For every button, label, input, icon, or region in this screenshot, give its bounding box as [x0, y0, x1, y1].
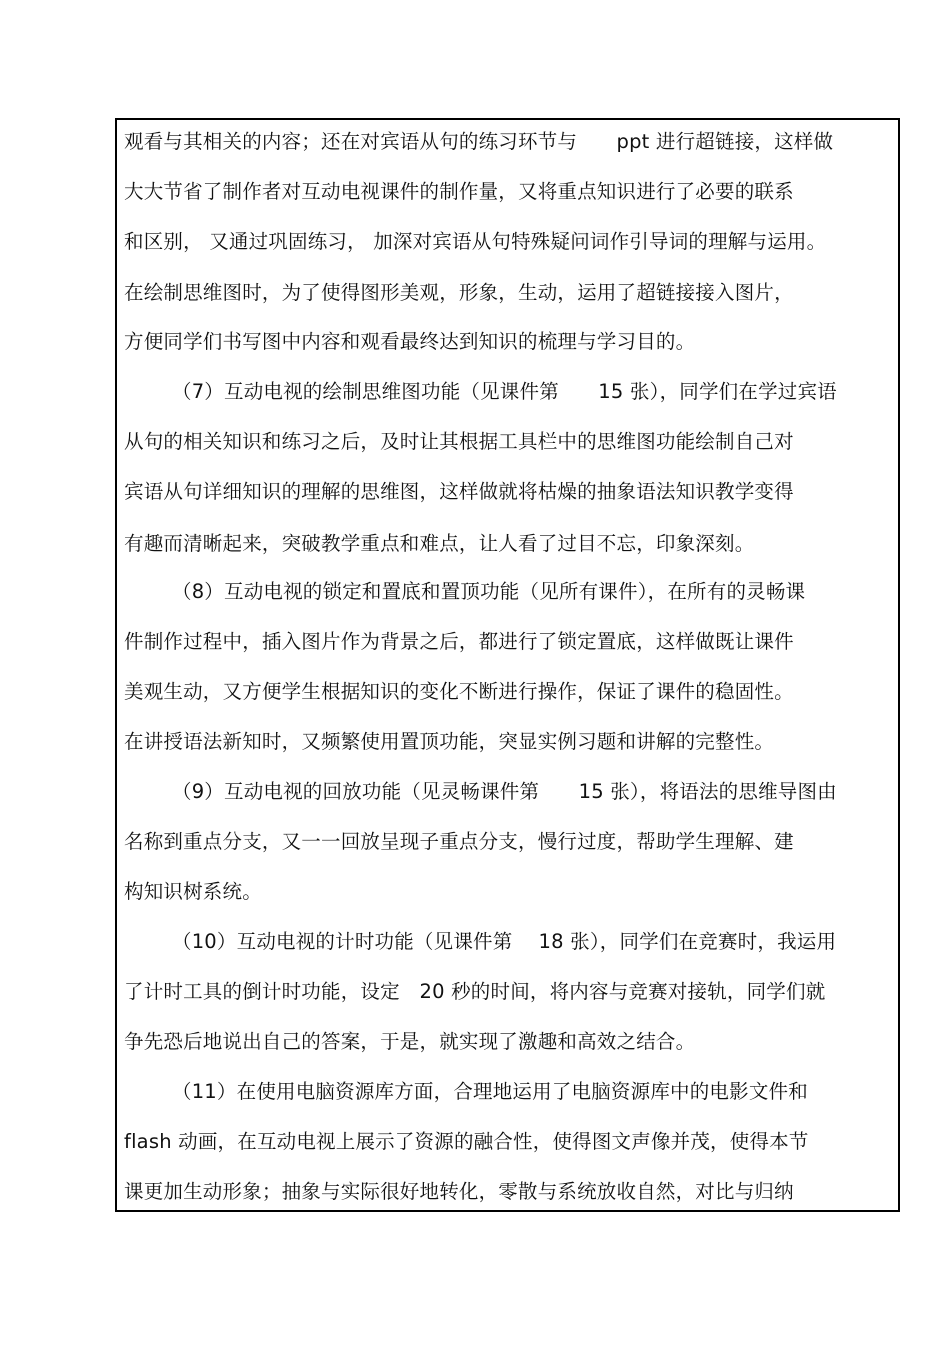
text-line: 争先恐后地说出自己的答案，于是，就实现了激趣和高效之结合。: [124, 1030, 696, 1053]
text-line: flash 动画，在互动电视上展示了资源的融合性，使得图文声像并茂，使得本节: [124, 1130, 809, 1153]
text-line: 在绘制思维图时，为了使得图形美观，形象，生动，运用了超链接接入图片，: [124, 281, 794, 304]
text-line: 件制作过程中，插入图片作为背景之后，都进行了锁定置底，这样做既让课件: [124, 630, 794, 653]
text-line: 有趣而清晰起来，突破教学重点和难点，让人看了过目不忘，印象深刻。: [124, 532, 755, 555]
text-line: 课更加生动形象；抽象与实际很好地转化，零散与系统放收自然，对比与归纳: [124, 1180, 794, 1203]
text-line: 了计时工具的倒计时功能，设定 20 秒的时间，将内容与竞赛对接轨，同学们就: [124, 980, 826, 1003]
text-line: 美观生动，又方便学生根据知识的变化不断进行操作，保证了课件的稳固性。: [124, 680, 794, 703]
text-line: （8）互动电视的锁定和置底和置顶功能（见所有课件），在所有的灵畅课: [172, 580, 806, 603]
text-line: （11）在使用电脑资源库方面，合理地运用了电脑资源库中的电影文件和: [172, 1080, 808, 1103]
text-line: 观看与其相关的内容；还在对宾语从句的练习环节与 ppt 进行超链接，这样做: [124, 130, 834, 153]
text-line: 大大节省了制作者对互动电视课件的制作量，又将重点知识进行了必要的联系: [124, 180, 794, 203]
text-line: 宾语从句详细知识的理解的思维图，这样做就将枯燥的抽象语法知识教学变得: [124, 480, 794, 503]
text-line: 在讲授语法新知时，又频繁使用置顶功能，突显实例习题和讲解的完整性。: [124, 730, 775, 753]
text-line: 方便同学们书写图中内容和观看最终达到知识的梳理与学习目的。: [124, 330, 696, 353]
text-line: （10）互动电视的计时功能（见课件第 18 张），同学们在竞赛时，我运用: [172, 930, 837, 953]
text-line: 名称到重点分支，又一一回放呈现子重点分支，慢行过度，帮助学生理解、建: [124, 830, 794, 853]
text-line: 和区别， 又通过巩固练习， 加深对宾语从句特殊疑问词作引导词的理解与运用。: [124, 230, 827, 253]
text-line: 构知识树系统。: [124, 880, 262, 903]
text-line: （7）互动电视的绘制思维图功能（见课件第 15 张），同学们在学过宾语: [172, 380, 837, 403]
text-line: （9）互动电视的回放功能（见灵畅课件第 15 张），将语法的思维导图由: [172, 780, 837, 803]
text-line: 从句的相关知识和练习之后，及时让其根据工具栏中的思维图功能绘制自己对: [124, 430, 794, 453]
